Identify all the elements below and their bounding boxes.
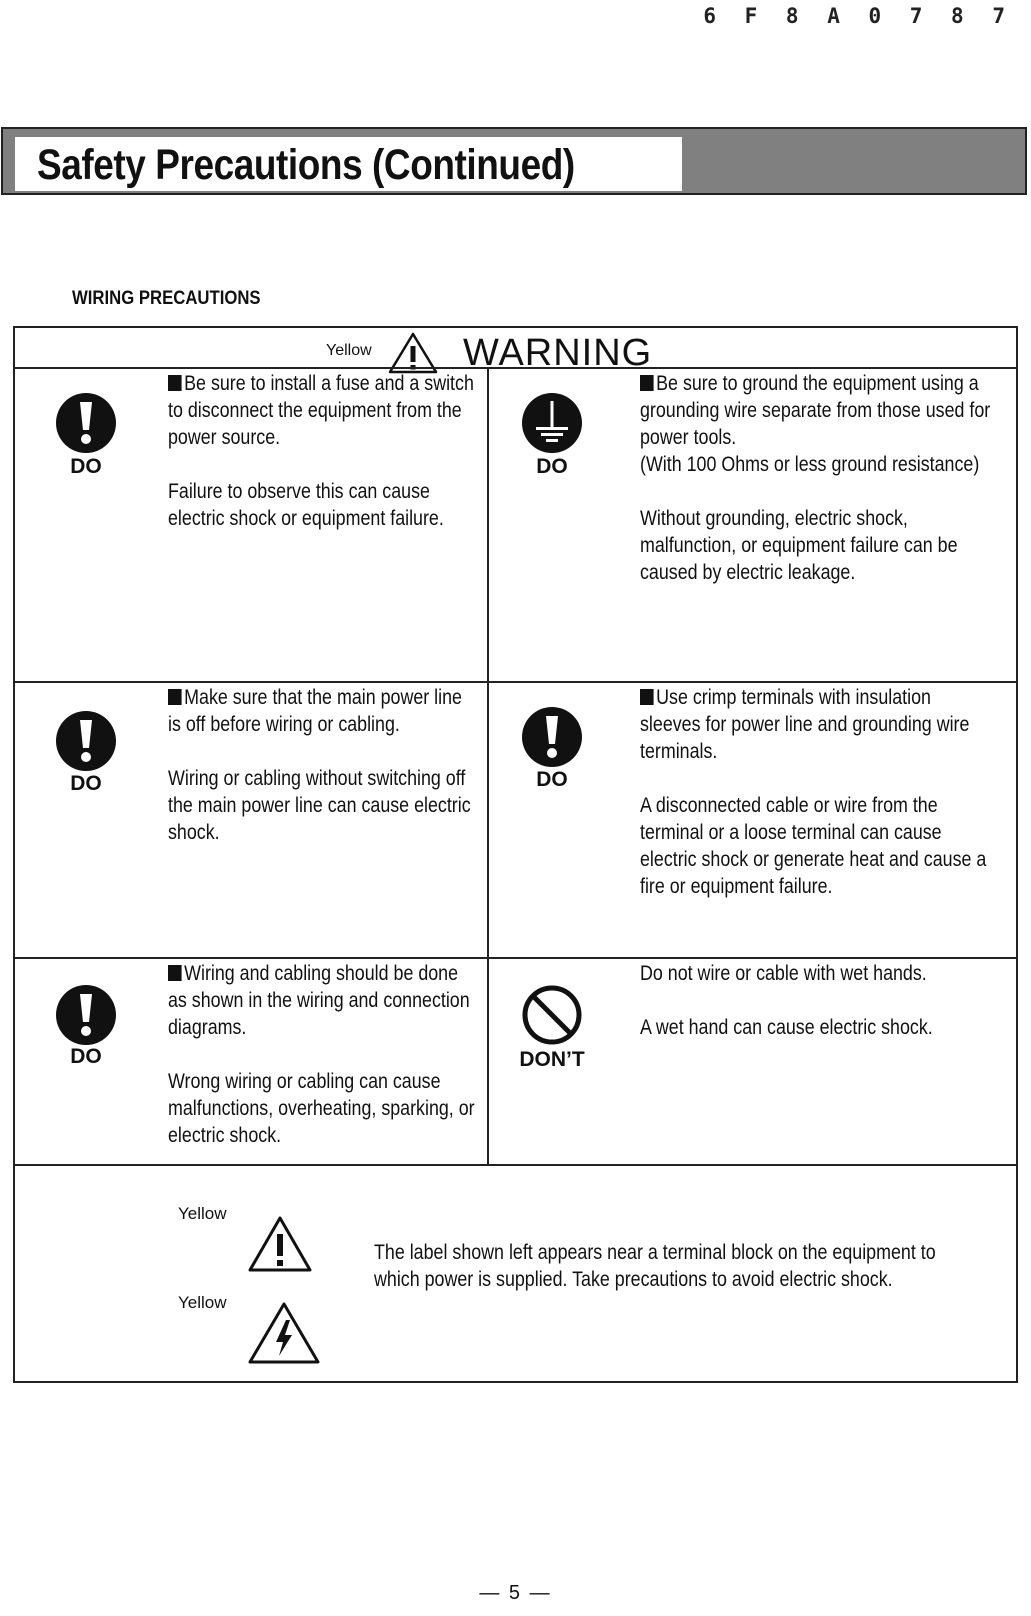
label-color-note: Yellow (178, 1204, 227, 1223)
header-color-note: Yellow (326, 342, 372, 359)
consequence: A wet hand can cause electric shock. (640, 1016, 933, 1039)
precaution-text (640, 960, 933, 1041)
divider (15, 1164, 1016, 1166)
electric-shock-triangle-icon (246, 1300, 322, 1366)
divider (15, 957, 1016, 959)
consequence: Failure to observe this can cause electric shock or equipment failure. (168, 480, 444, 530)
divider (487, 367, 489, 1164)
caution-triangle-icon (246, 1214, 314, 1274)
bullet-square-icon (640, 375, 654, 391)
exclamation-icon (55, 984, 117, 1046)
title-box (15, 137, 682, 191)
divider (15, 681, 1016, 683)
precaution-text (168, 370, 474, 532)
bullet-square-icon (168, 375, 182, 391)
bullet-square-icon (640, 689, 654, 705)
consequence: Wiring or cabling without switching off the main power line can cause electric shock. (168, 767, 471, 844)
precaution-text (640, 370, 990, 586)
warning-label: WARNING (463, 332, 653, 374)
title-bar (1, 127, 1027, 195)
warning-table (13, 326, 1018, 1383)
instruction: Be sure to ground the equipment using a grounding wire separate from those used for power tools. (With 100 Ohms or less ground resistance) (640, 372, 991, 476)
instruction: Make sure that the main power line is off before wiring or cabling. (168, 686, 462, 736)
symbol-label: DO (70, 772, 102, 795)
label-description: The label shown left appears near a terminal block on the equipment to which power is supplied. Take precautions to avoid electric shock. (374, 1241, 936, 1291)
instruction: Be sure to install a fuse and a switch to disconnect the equipment from the power source. (168, 372, 474, 449)
page-number: — 5 — (479, 1582, 552, 1604)
divider (15, 367, 1016, 369)
exclamation-icon (55, 710, 117, 772)
symbol-label: DO (536, 768, 568, 791)
instruction: Do not wire or cable with wet hands. (640, 962, 927, 985)
symbol-label: DO (536, 455, 568, 478)
exclamation-icon (55, 392, 117, 454)
bullet-square-icon (168, 965, 182, 981)
consequence: Without grounding, electric shock, malfunction, or equipment failure can be caused by electric leakage. (640, 507, 958, 584)
exclamation-icon (521, 706, 583, 768)
instruction: Use crimp terminals with insulation sleeves for power line and grounding wire terminals. (640, 686, 970, 763)
section-heading: WIRING PRECAUTIONS (72, 288, 261, 309)
prohibition-icon (521, 984, 583, 1046)
instruction: Wiring and cabling should be done as shown in the wiring and connection diagrams. (168, 962, 470, 1039)
precaution-text (168, 960, 475, 1149)
bullet-square-icon (168, 689, 182, 705)
precaution-text (168, 684, 471, 846)
ground-icon (521, 392, 583, 454)
label-color-note: Yellow (178, 1293, 227, 1312)
precaution-text (640, 684, 986, 900)
symbol-label: DON’T (519, 1048, 585, 1071)
symbol-label: DO (70, 455, 102, 478)
consequence: Wrong wiring or cabling can cause malfunctions, overheating, sparking, or electric shock. (168, 1070, 475, 1147)
document-code: 6 F 8 A 0 7 8 7 (703, 4, 1013, 28)
symbol-label: DO (70, 1045, 102, 1068)
page-title: Safety Precautions (Continued) (37, 141, 575, 189)
consequence: A disconnected cable or wire from the terminal or a loose terminal can cause electric shock or generate heat and cause a fire or equipment failure. (640, 794, 987, 898)
